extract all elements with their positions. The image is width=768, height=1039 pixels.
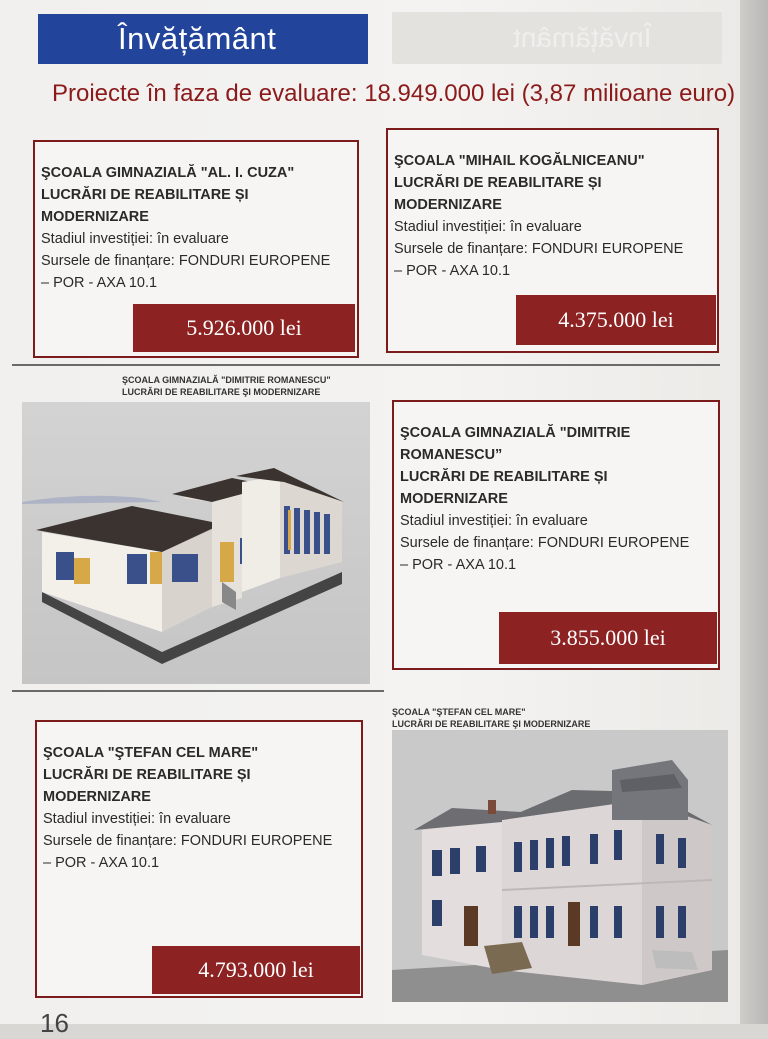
card-funding: Sursele de finanțare: FONDURI EUROPENE — [394, 241, 684, 257]
card-title-line: MODERNIZARE — [43, 789, 151, 805]
caption-line: ŞCOALA GIMNAZIALĂ "DIMITRIE ROMANESCU" — [122, 375, 331, 385]
caption-line: ŞCOALA "ŞTEFAN CEL MARE" — [392, 707, 526, 717]
price-badge: 3.855.000 lei — [499, 612, 717, 664]
price-badge: 4.793.000 lei — [152, 946, 360, 994]
render-caption — [122, 374, 382, 398]
price-badge: 5.926.000 lei — [133, 304, 355, 352]
card-title-line: MODERNIZARE — [394, 197, 502, 213]
page-number: 16 — [40, 1008, 69, 1038]
section-divider — [12, 364, 720, 366]
card-funding-axis: – POR - AXA 10.1 — [43, 855, 160, 871]
price-badge: 4.375.000 lei — [516, 295, 716, 345]
card-title-line: ŞCOALA GIMNAZIALĂ "AL. I. CUZA" — [41, 165, 295, 181]
render-caption — [392, 706, 692, 730]
card-funding: Sursele de finanțare: FONDURI EUROPENE — [41, 253, 331, 269]
card-title-line: ROMANESCU” — [400, 447, 503, 463]
project-card-kogalniceanu — [386, 128, 719, 353]
card-funding: Sursele de finanțare: FONDURI EUROPENE — [400, 535, 690, 551]
school-render-stefan — [392, 730, 728, 1002]
project-card-romanescu — [392, 400, 720, 670]
section-divider — [12, 690, 384, 692]
card-title-line: LUCRĂRI DE REABILITARE ȘI — [394, 175, 602, 191]
headline: Proiecte în faza de evaluare: 18.949.000 lei (3,87 milioane euro) — [52, 80, 736, 107]
card-funding: Sursele de finanțare: FONDURI EUROPENE — [43, 833, 333, 849]
caption-line: LUCRĂRI DE REABILITARE ŞI MODERNIZARE — [392, 719, 591, 729]
card-status: Stadiul investiției: în evaluare — [41, 231, 229, 247]
project-card-cuza — [33, 140, 359, 358]
card-status: Stadiul investiției: în evaluare — [400, 513, 588, 529]
school-render-romanescu — [22, 402, 370, 684]
facing-page-edge — [740, 0, 768, 1024]
project-card-stefan — [35, 720, 363, 998]
caption-line: LUCRĂRI DE REABILITARE ŞI MODERNIZARE — [122, 387, 321, 397]
card-funding-axis: – POR - AXA 10.1 — [400, 557, 517, 573]
bleed-through-title: Învățământ — [392, 12, 722, 64]
card-title-line: MODERNIZARE — [41, 209, 149, 225]
card-funding-axis: – POR - AXA 10.1 — [41, 275, 158, 291]
card-funding-axis: – POR - AXA 10.1 — [394, 263, 511, 279]
card-status: Stadiul investiției: în evaluare — [43, 811, 231, 827]
card-title-line: LUCRĂRI DE REABILITARE ȘI — [43, 767, 251, 783]
card-title-line: LUCRĂRI DE REABILITARE ȘI — [400, 469, 608, 485]
card-title-line: MODERNIZARE — [400, 491, 508, 507]
card-status: Stadiul investiției: în evaluare — [394, 219, 582, 235]
card-title-line: ŞCOALA "ŞTEFAN CEL MARE" — [43, 745, 259, 761]
card-title-line: LUCRĂRI DE REABILITARE ȘI — [41, 187, 249, 203]
card-title-line: ŞCOALA GIMNAZIALĂ "DIMITRIE — [400, 425, 631, 441]
section-title: Învățământ — [38, 14, 368, 64]
card-title-line: ŞCOALA "MIHAIL KOGĂLNICEANU" — [394, 153, 645, 169]
